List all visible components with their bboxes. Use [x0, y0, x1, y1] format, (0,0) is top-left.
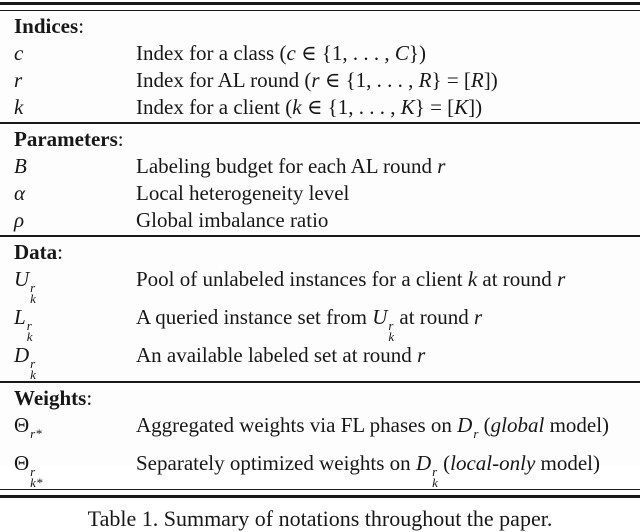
symbol-cell: B [14, 154, 27, 178]
table-row [0, 153, 640, 180]
description-cell: An available labeled set at round r [136, 343, 426, 367]
math-script-stack: r k [30, 356, 36, 382]
description-cell: Separately optimized weights on D r k (local-only model) [136, 451, 601, 490]
table-row [0, 342, 640, 380]
math-script-stack: r k [26, 318, 33, 344]
table-row [0, 412, 640, 450]
symbol-cell: U r k [14, 267, 36, 306]
table-row [0, 67, 640, 94]
table-section [0, 124, 640, 235]
math-script-stack: r k* [30, 464, 43, 490]
section-header: Parameters: [14, 127, 124, 151]
section-header: Weights: [14, 386, 93, 410]
symbol-cell: c [14, 41, 24, 65]
math-script-stack: r [473, 426, 479, 441]
description-cell: Index for a class (c ∈ {1, . . . , C}) [136, 41, 426, 65]
symbol-cell: Θ r* [0, 412, 136, 450]
math-script-stack: r k [388, 318, 395, 344]
table-section [0, 237, 640, 381]
description-cell: Index for AL round (r ∈ {1, . . . , R} = [R]) [136, 68, 498, 92]
symbol-cell: ρ [14, 208, 25, 232]
math-script-stack: r* [30, 426, 42, 441]
symbol-cell: r [14, 68, 23, 92]
section-rows [0, 266, 640, 380]
description-cell: A queried instance set from U r k at round r [136, 305, 483, 344]
description-cell: Index for a client (k ∈ {1, . . . , K} = [K]) [136, 95, 483, 119]
description-cell: Pool of unlabeled instances for a client k at round r [136, 267, 566, 291]
section-rows [0, 412, 640, 488]
table-top-rule [0, 2, 640, 11]
table-row [0, 450, 640, 488]
description-cell: Aggregated weights via FL phases on D r (global model) [136, 412, 640, 450]
symbol-cell: Θ r k* [14, 451, 43, 490]
math-script-stack: r k [432, 464, 438, 490]
description-cell: Local heterogeneity level [136, 181, 350, 205]
table-caption: Table 1. Summary of notations throughout the paper. [87, 506, 553, 531]
symbol-cell: k [14, 95, 24, 119]
paper-table-figure [0, 2, 640, 531]
section-header: Data: [14, 240, 64, 264]
section-header: Indices: [14, 14, 85, 38]
section-rows [0, 40, 640, 121]
table-row [0, 94, 640, 121]
table-row [0, 40, 640, 67]
table-row [0, 304, 640, 342]
symbol-cell: D r k [14, 343, 36, 382]
table-row [0, 207, 640, 234]
section-rows [0, 153, 640, 234]
table-body [0, 11, 640, 489]
math-script-stack: r k [30, 280, 36, 306]
description-cell: Labeling budget for each AL round r [136, 154, 446, 178]
description-cell: Global imbalance ratio [136, 208, 329, 232]
symbol-cell: α [14, 181, 26, 205]
table-section [0, 11, 640, 122]
table-bottom-rule [0, 489, 640, 498]
table-row [0, 180, 640, 207]
table-section [0, 383, 640, 489]
table-row [0, 266, 640, 304]
symbol-cell: L r k [14, 305, 33, 344]
